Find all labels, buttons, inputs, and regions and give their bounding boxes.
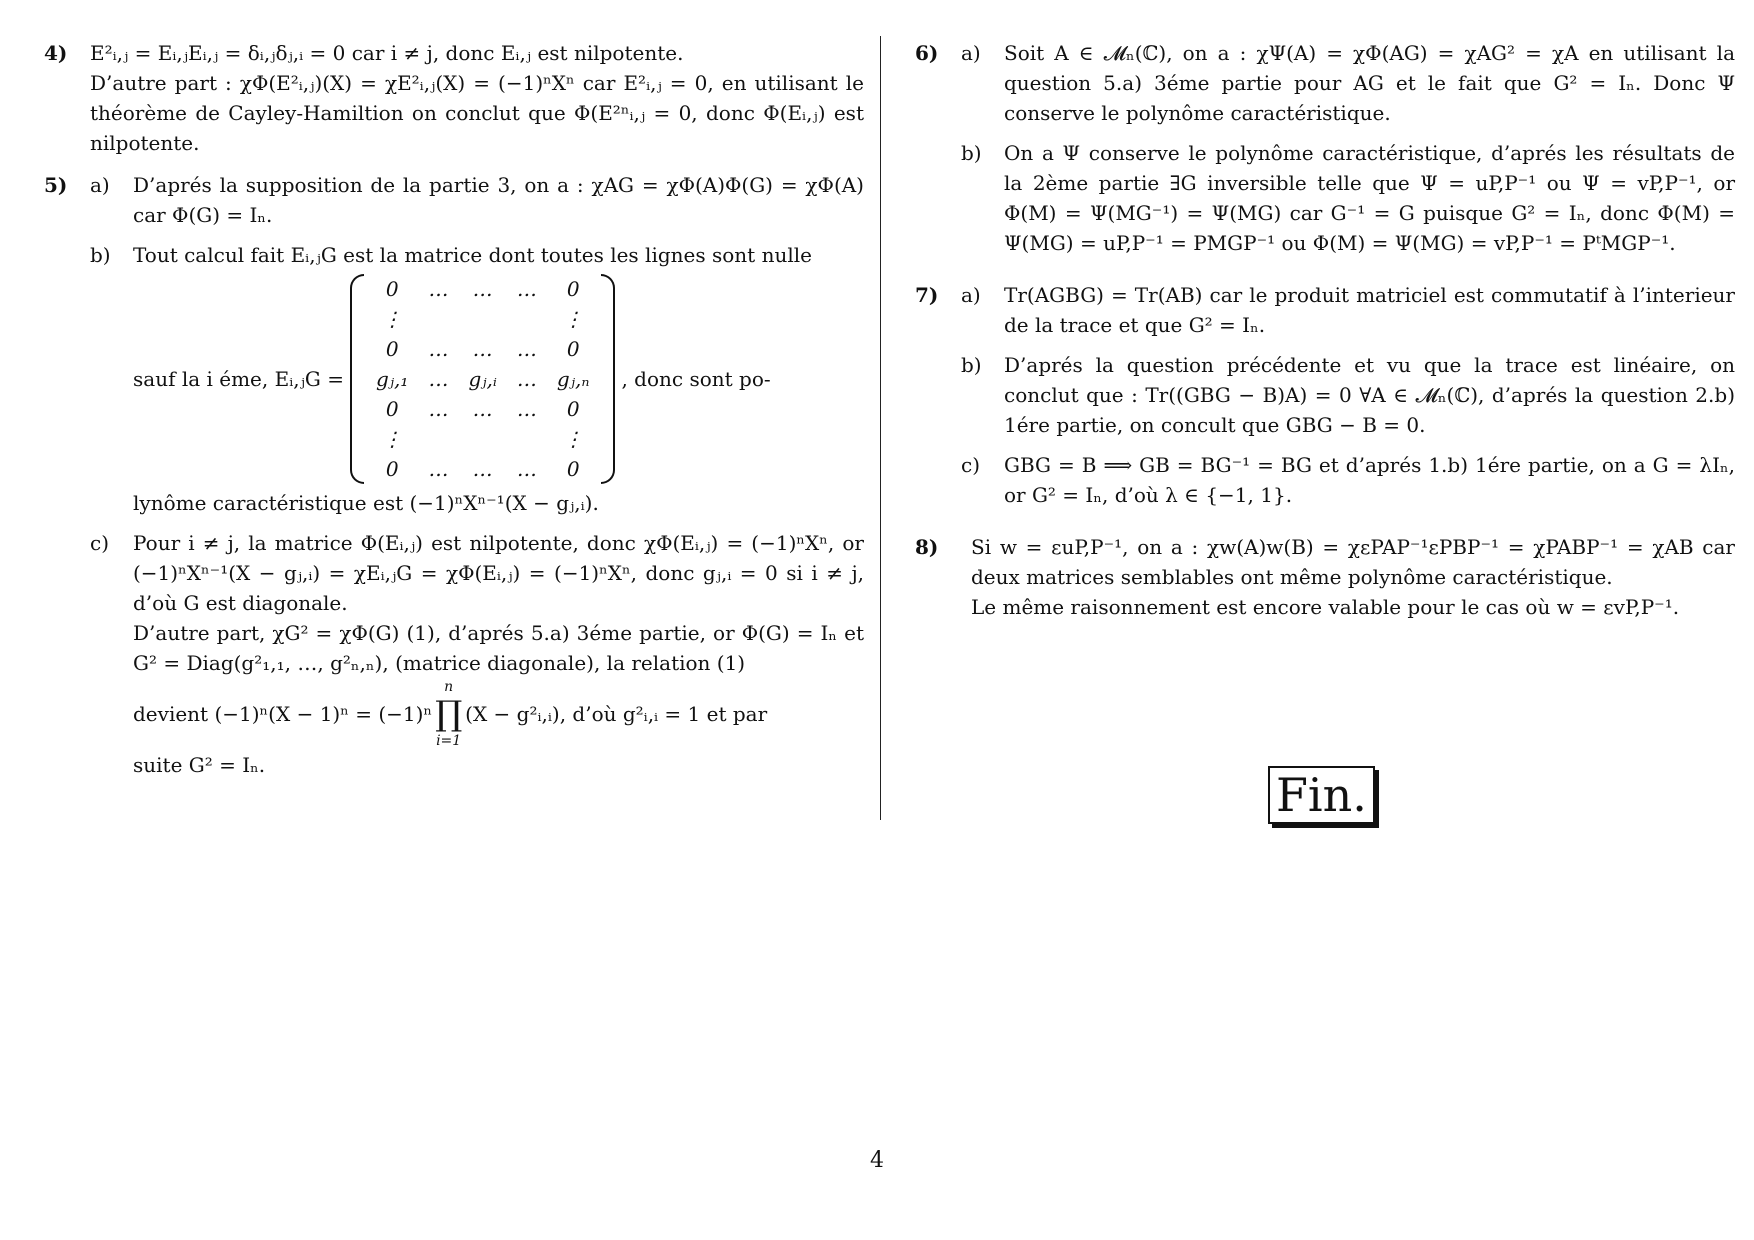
q7c-text: GBG = B ⟹ GB = BG⁻¹ = BG et d’aprés 1.b) 1ére partie, on a G = λIₙ, or G² = Iₙ, d’où λ ∈ {−1, 1}. [1004,453,1735,507]
matrix-row [366,364,600,394]
part-label: c) [90,531,110,555]
matrix-equation [133,274,864,484]
matrix-cell: … [516,457,537,481]
matrix-cell: 0 [566,277,580,301]
matrix-cell: 0 [385,337,399,361]
matrix-cell: … [516,337,537,361]
q5b-suffix: , donc sont po- [621,367,771,391]
q7a-text: Tr(AGBG) = Tr(AB) car le produit matriciel est commutatif à l’interieur de la trace et que G² = Iₙ. [1004,283,1735,337]
q5a-text: D’aprés la supposition de la partie 3, on a : χAG = χΦ(A)Φ(G) = χΦ(A) car Φ(G) = Iₙ. [133,173,864,227]
matrix-cell: ⋮ [563,307,584,331]
matrix-cell: … [428,397,449,421]
matrix-cell: 0 [566,337,580,361]
question-6 [915,38,1735,268]
question-4 [44,38,864,158]
product-symbol [435,678,462,750]
q5c-text3 [133,678,864,750]
matrix-cell: gⱼ,ᵢ [468,367,497,391]
q5b-text1: Tout calcul fait Eᵢ,ⱼG est la matrice dont toutes les lignes sont nulle [133,243,812,267]
matrix-cell: 0 [566,457,580,481]
matrix-cell: … [472,397,493,421]
part-label: a) [90,173,110,197]
part-label: b) [961,141,982,165]
q7-part-c [961,450,1735,510]
q5b-text2: lynôme caractéristique est (−1)ⁿXⁿ⁻¹(X − gⱼ,ᵢ). [133,491,599,515]
q5c-text4: suite G² = Iₙ. [133,753,266,777]
matrix-cell: ⋮ [382,427,403,451]
matrix-cell [507,304,547,334]
q6-part-b [961,138,1735,258]
matrix-EijG [350,274,616,484]
question-number: 7) [915,283,939,307]
matrix-cell: 0 [385,457,399,481]
q5c-text3a: devient (−1)ⁿ(X − 1)ⁿ = (−1)ⁿ [133,702,433,726]
matrix-cell: 0 [385,397,399,421]
matrix-row [366,334,600,364]
question-number: 5) [44,173,68,197]
matrix-row [366,274,600,304]
matrix-cell: … [428,457,449,481]
matrix-cell: ⋮ [382,307,403,331]
matrix-cell: gⱼ,ₙ [556,367,590,391]
matrix-cell: 0 [385,277,399,301]
q5b-prefix: sauf la i éme, Eᵢ,ⱼG = [133,367,344,391]
matrix-row [366,454,600,484]
q4-line1: E²ᵢ,ⱼ = Eᵢ,ⱼEᵢ,ⱼ = δᵢ,ⱼδⱼ,ᵢ = 0 car i ≠ j, donc Eᵢ,ⱼ est nilpotente. [90,41,684,65]
q7-part-a [961,280,1735,340]
q5c-text1: Pour i ≠ j, la matrice Φ(Eᵢ,ⱼ) est nilpotente, donc χΦ(Eᵢ,ⱼ) = (−1)ⁿXⁿ, or (−1)ⁿXⁿ⁻¹(X − gⱼ,ᵢ) = χEᵢ,ⱼG = χΦ(Eᵢ,ⱼ) = (−1)ⁿXⁿ, donc gⱼ,ᵢ = 0 si i ≠ j, d’où G est diagonale. [133,531,864,615]
matrix-row [366,394,600,424]
matrix-cell: … [428,367,449,391]
right-column [915,38,1735,634]
question-number: 8) [915,535,939,559]
product-upper-limit: n [444,679,454,695]
product-sign: ∏ [435,694,463,734]
q8-text2: Le même raisonnement est encore valable pour le cas où w = εvP,P⁻¹. [971,595,1680,619]
matrix-row [366,424,600,454]
matrix-cell: … [428,337,449,361]
q6-part-a [961,38,1735,128]
q5c-text2: D’autre part, χG² = χΦ(G) (1), d’aprés 5.a) 3éme partie, or Φ(G) = Iₙ et G² = Diag(g²₁,₁, …, g²ₙ,ₙ), (matrice diagonale), la relation (1) [133,621,864,675]
product-lower-limit: i=1 [436,733,462,749]
matrix-cell: … [472,457,493,481]
column-divider [880,36,881,820]
q5-part-b [90,240,864,518]
question-5 [44,170,864,790]
matrix-cell: … [516,397,537,421]
q6b-text: On a Ψ conserve le polynôme caractéristique, d’aprés les résultats de la 2ème partie ∃G inversible telle que Ψ = uP,P⁻¹ ou Ψ = vP,P⁻¹, or Φ(M) = Ψ(MG⁻¹) = Ψ(MG) car G⁻¹ = G puisque G² = Iₙ, donc Φ(M) = Ψ(MG) = uP,P⁻¹ = PMGP⁻¹ ou Φ(M) = Ψ(MG) = vP,P⁻¹ = PᵗMGP⁻¹. [1004,141,1735,255]
matrix-cell [458,304,506,334]
page-number: 4 [870,1148,884,1173]
q5-part-a [90,170,864,230]
part-label: a) [961,41,981,65]
matrix-cell: … [472,277,493,301]
part-label: b) [961,353,982,377]
matrix-cell [458,424,506,454]
matrix-cell: gⱼ,₁ [375,367,409,391]
matrix-table [366,274,600,484]
matrix-cell: 0 [566,397,580,421]
q7b-text: D’aprés la question précédente et vu que la trace est linéaire, on conclut que : Tr((GBG − B)A) = 0 ∀A ∈ 𝓜ₙ(ℂ), d’aprés la question 2.b) 1ére partie, on concult que GBG − B = 0. [1004,353,1735,437]
q5-part-c [90,528,864,780]
question-number: 4) [44,41,68,65]
matrix-cell: … [516,277,537,301]
q5c-text3b: (X − g²ᵢ,ᵢ), d’où g²ᵢ,ᵢ = 1 et par [465,702,768,726]
matrix-cell: … [428,277,449,301]
matrix-cell: ⋮ [563,427,584,451]
matrix-cell: … [472,337,493,361]
q7-part-b [961,350,1735,440]
question-number: 6) [915,41,939,65]
fin-label: Fin. [1268,766,1375,824]
question-7 [915,280,1735,520]
matrix-cell [507,424,547,454]
q4-line2: D’autre part : χΦ(E²ᵢ,ⱼ)(X) = χE²ᵢ,ⱼ(X) = (−1)ⁿXⁿ car E²ᵢ,ⱼ = 0, en utilisant le théorème de Cayley-Hamiltion on conclut que Φ(E²ⁿᵢ,ⱼ = 0, donc Φ(Eᵢ,ⱼ) est nilpotente. [90,71,864,155]
part-label: c) [961,453,981,477]
matrix-cell: … [516,367,537,391]
q6a-text: Soit A ∈ 𝓜ₙ(ℂ), on a : χΨ(A) = χΦ(AG) = χAG² = χA en utilisant la question 5.a) 3éme partie pour AG et le fait que G² = Iₙ. Donc Ψ conserve le polynôme caractéristique. [1004,41,1735,125]
matrix-row [366,304,600,334]
left-column [44,38,864,802]
matrix-cell [418,304,458,334]
part-label: a) [961,283,981,307]
question-8 [915,532,1735,622]
part-label: b) [90,243,111,267]
q8-text1: Si w = εuP,P⁻¹, on a : χw(A)w(B) = χεPAP⁻¹εPBP⁻¹ = χPABP⁻¹ = χAB car deux matrices semblables ont même polynôme caractéristique. [971,535,1735,589]
matrix-cell [418,424,458,454]
